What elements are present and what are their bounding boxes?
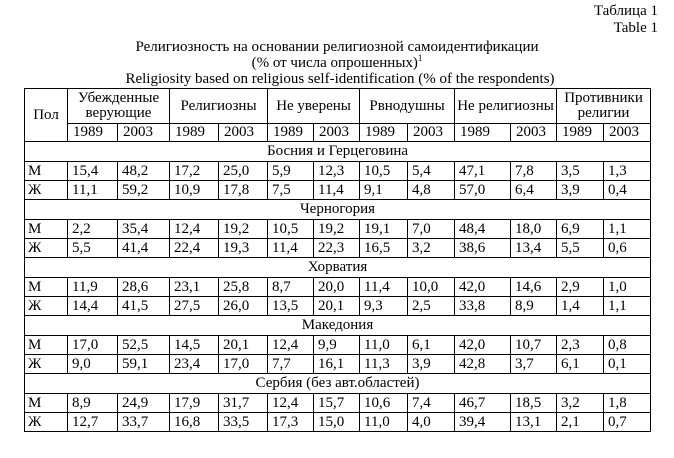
- country-name: Черногория: [25, 200, 651, 220]
- caption-en: Religiosity based on religious self-identification (% of the respondents): [125, 71, 555, 87]
- value-cell: 6,9: [557, 220, 604, 239]
- value-cell: 41,4: [118, 239, 170, 258]
- value-cell: 19,3: [219, 239, 268, 258]
- value-cell: 59,2: [118, 181, 170, 200]
- year-header-cell: 1989: [455, 124, 511, 142]
- value-cell: 2,5: [408, 297, 455, 316]
- value-cell: 3,9: [408, 355, 455, 374]
- year-header-cell: 2003: [314, 124, 360, 142]
- value-cell: 35,4: [118, 220, 170, 239]
- value-cell: 14,6: [511, 278, 557, 297]
- value-cell: 18,5: [511, 394, 557, 413]
- value-cell: 8,7: [268, 278, 314, 297]
- value-cell: 1,4: [557, 297, 604, 316]
- value-cell: 24,9: [118, 394, 170, 413]
- value-cell: 2,3: [557, 336, 604, 355]
- value-cell: 12,7: [68, 413, 118, 432]
- footnote-mark: 1: [417, 53, 423, 63]
- value-cell: 16,5: [360, 239, 408, 258]
- sex-cell: М: [25, 394, 68, 413]
- value-cell: 17,0: [219, 355, 268, 374]
- value-cell: 5,4: [408, 162, 455, 181]
- country-row: [25, 374, 651, 394]
- value-cell: 39,4: [455, 413, 511, 432]
- value-cell: 6,1: [408, 336, 455, 355]
- country-name: Босния и Герцеговина: [25, 142, 651, 162]
- sex-cell: Ж: [25, 355, 68, 374]
- value-cell: 7,0: [408, 220, 455, 239]
- value-cell: 38,6: [455, 239, 511, 258]
- sex-cell: М: [25, 220, 68, 239]
- value-cell: 17,2: [170, 162, 219, 181]
- value-cell: 14,5: [170, 336, 219, 355]
- table-row: [25, 239, 651, 258]
- value-cell: 13,4: [511, 239, 557, 258]
- header-religious: Религиозны: [170, 89, 268, 124]
- value-cell: 9,3: [360, 297, 408, 316]
- value-cell: 25,0: [219, 162, 268, 181]
- value-cell: 7,7: [268, 355, 314, 374]
- value-cell: 0,6: [604, 239, 651, 258]
- value-cell: 41,5: [118, 297, 170, 316]
- table-number-ru: Таблица 1: [593, 3, 658, 19]
- value-cell: 23,4: [170, 355, 219, 374]
- value-cell: 11,4: [268, 239, 314, 258]
- value-cell: 3,7: [511, 355, 557, 374]
- value-cell: 33,7: [118, 413, 170, 432]
- value-cell: 12,3: [314, 162, 360, 181]
- table-row: [25, 336, 651, 355]
- value-cell: 42,8: [455, 355, 511, 374]
- value-cell: 17,0: [68, 336, 118, 355]
- value-cell: 11,9: [68, 278, 118, 297]
- value-cell: 10,7: [511, 336, 557, 355]
- value-cell: 0,4: [604, 181, 651, 200]
- value-cell: 9,1: [360, 181, 408, 200]
- table-row: [25, 413, 651, 432]
- value-cell: 10,0: [408, 278, 455, 297]
- header-indifferent: Рвнодушны: [360, 89, 455, 124]
- table-row: [25, 278, 651, 297]
- header-opponents: Противники религии: [557, 89, 651, 124]
- value-cell: 22,3: [314, 239, 360, 258]
- year-header-cell: 1989: [557, 124, 604, 142]
- value-cell: 7,5: [268, 181, 314, 200]
- sex-cell: Ж: [25, 297, 68, 316]
- year-header-cell: 1989: [68, 124, 118, 142]
- sex-cell: Ж: [25, 181, 68, 200]
- sex-cell: М: [25, 336, 68, 355]
- value-cell: 4,0: [408, 413, 455, 432]
- value-cell: 33,8: [455, 297, 511, 316]
- value-cell: 5,5: [557, 239, 604, 258]
- year-header-cell: 2003: [408, 124, 455, 142]
- table-row: [25, 297, 651, 316]
- country-name: Сербия (без авт.областей): [25, 374, 651, 394]
- year-header-cell: 1989: [360, 124, 408, 142]
- value-cell: 12,4: [268, 394, 314, 413]
- value-cell: 12,4: [170, 220, 219, 239]
- value-cell: 8,9: [511, 297, 557, 316]
- header-row: [25, 89, 651, 124]
- value-cell: 1,1: [604, 220, 651, 239]
- value-cell: 0,7: [604, 413, 651, 432]
- value-cell: 13,1: [511, 413, 557, 432]
- religiosity-table: [24, 88, 651, 432]
- country-name: Хорватия: [25, 258, 651, 278]
- value-cell: 1,1: [604, 297, 651, 316]
- value-cell: 57,0: [455, 181, 511, 200]
- table-row: [25, 355, 651, 374]
- sex-cell: Ж: [25, 239, 68, 258]
- table-row: [25, 394, 651, 413]
- value-cell: 3,2: [408, 239, 455, 258]
- table-row: [25, 220, 651, 239]
- year-header-cell: 2003: [511, 124, 557, 142]
- value-cell: 1,0: [604, 278, 651, 297]
- value-cell: 17,3: [268, 413, 314, 432]
- value-cell: 3,9: [557, 181, 604, 200]
- value-cell: 33,5: [219, 413, 268, 432]
- value-cell: 9,0: [68, 355, 118, 374]
- value-cell: 15,4: [68, 162, 118, 181]
- header-not-religious: Не религиозны: [455, 89, 557, 124]
- value-cell: 23,1: [170, 278, 219, 297]
- table-row: [25, 162, 651, 181]
- year-header-cell: 2003: [604, 124, 651, 142]
- value-cell: 10,5: [360, 162, 408, 181]
- value-cell: 11,4: [314, 181, 360, 200]
- value-cell: 18,0: [511, 220, 557, 239]
- value-cell: 3,2: [557, 394, 604, 413]
- value-cell: 20,0: [314, 278, 360, 297]
- value-cell: 6,1: [557, 355, 604, 374]
- value-cell: 4,8: [408, 181, 455, 200]
- country-row: [25, 316, 651, 336]
- year-header-cell: 1989: [268, 124, 314, 142]
- value-cell: 16,8: [170, 413, 219, 432]
- value-cell: 7,4: [408, 394, 455, 413]
- table-number-en: Table 1: [613, 20, 658, 36]
- value-cell: 26,0: [219, 297, 268, 316]
- country-row: [25, 200, 651, 220]
- sex-cell: Ж: [25, 413, 68, 432]
- value-cell: 0,8: [604, 336, 651, 355]
- table-body: [25, 89, 651, 432]
- value-cell: 31,7: [219, 394, 268, 413]
- value-cell: 15,0: [314, 413, 360, 432]
- caption-ru-line2-text: (% от числа опрошенных): [251, 55, 418, 71]
- table-row: [25, 181, 651, 200]
- value-cell: 42,0: [455, 278, 511, 297]
- value-cell: 12,4: [268, 336, 314, 355]
- value-cell: 19,1: [360, 220, 408, 239]
- value-cell: 17,8: [219, 181, 268, 200]
- value-cell: 14,4: [68, 297, 118, 316]
- value-cell: 1,8: [604, 394, 651, 413]
- value-cell: 20,1: [314, 297, 360, 316]
- value-cell: 27,5: [170, 297, 219, 316]
- value-cell: 13,5: [268, 297, 314, 316]
- value-cell: 11,1: [68, 181, 118, 200]
- value-cell: 0,1: [604, 355, 651, 374]
- value-cell: 59,1: [118, 355, 170, 374]
- value-cell: 10,9: [170, 181, 219, 200]
- header-believers: Убежденные верующие: [68, 89, 170, 124]
- value-cell: 1,3: [604, 162, 651, 181]
- value-cell: 20,1: [219, 336, 268, 355]
- value-cell: 11,0: [360, 336, 408, 355]
- value-cell: 11,4: [360, 278, 408, 297]
- value-cell: 48,2: [118, 162, 170, 181]
- value-cell: 46,7: [455, 394, 511, 413]
- year-header-cell: 2003: [118, 124, 170, 142]
- sex-cell: М: [25, 278, 68, 297]
- year-header-row: [25, 124, 651, 142]
- value-cell: 25,8: [219, 278, 268, 297]
- value-cell: 42,0: [455, 336, 511, 355]
- value-cell: 10,5: [268, 220, 314, 239]
- value-cell: 15,7: [314, 394, 360, 413]
- value-cell: 5,9: [268, 162, 314, 181]
- value-cell: 17,9: [170, 394, 219, 413]
- value-cell: 3,5: [557, 162, 604, 181]
- header-sex: Пол: [25, 89, 68, 142]
- value-cell: 52,5: [118, 336, 170, 355]
- caption-ru-line1: Религиозность на основании религиозной самоидентификации: [135, 39, 539, 55]
- value-cell: 10,6: [360, 394, 408, 413]
- value-cell: 8,9: [68, 394, 118, 413]
- country-name: Македония: [25, 316, 651, 336]
- value-cell: 47,1: [455, 162, 511, 181]
- country-row: [25, 258, 651, 278]
- sex-cell: М: [25, 162, 68, 181]
- value-cell: 19,2: [219, 220, 268, 239]
- value-cell: 16,1: [314, 355, 360, 374]
- country-row: [25, 142, 651, 162]
- value-cell: 48,4: [455, 220, 511, 239]
- year-header-cell: 1989: [170, 124, 219, 142]
- value-cell: 11,0: [360, 413, 408, 432]
- value-cell: 6,4: [511, 181, 557, 200]
- value-cell: 5,5: [68, 239, 118, 258]
- value-cell: 7,8: [511, 162, 557, 181]
- caption-ru-line2: [0, 55, 674, 71]
- value-cell: 2,9: [557, 278, 604, 297]
- header-not-sure: Не уверены: [268, 89, 360, 124]
- value-cell: 22,4: [170, 239, 219, 258]
- value-cell: 28,6: [118, 278, 170, 297]
- value-cell: 11,3: [360, 355, 408, 374]
- value-cell: 9,9: [314, 336, 360, 355]
- year-header-cell: 2003: [219, 124, 268, 142]
- value-cell: 19,2: [314, 220, 360, 239]
- value-cell: 2,2: [68, 220, 118, 239]
- value-cell: 2,1: [557, 413, 604, 432]
